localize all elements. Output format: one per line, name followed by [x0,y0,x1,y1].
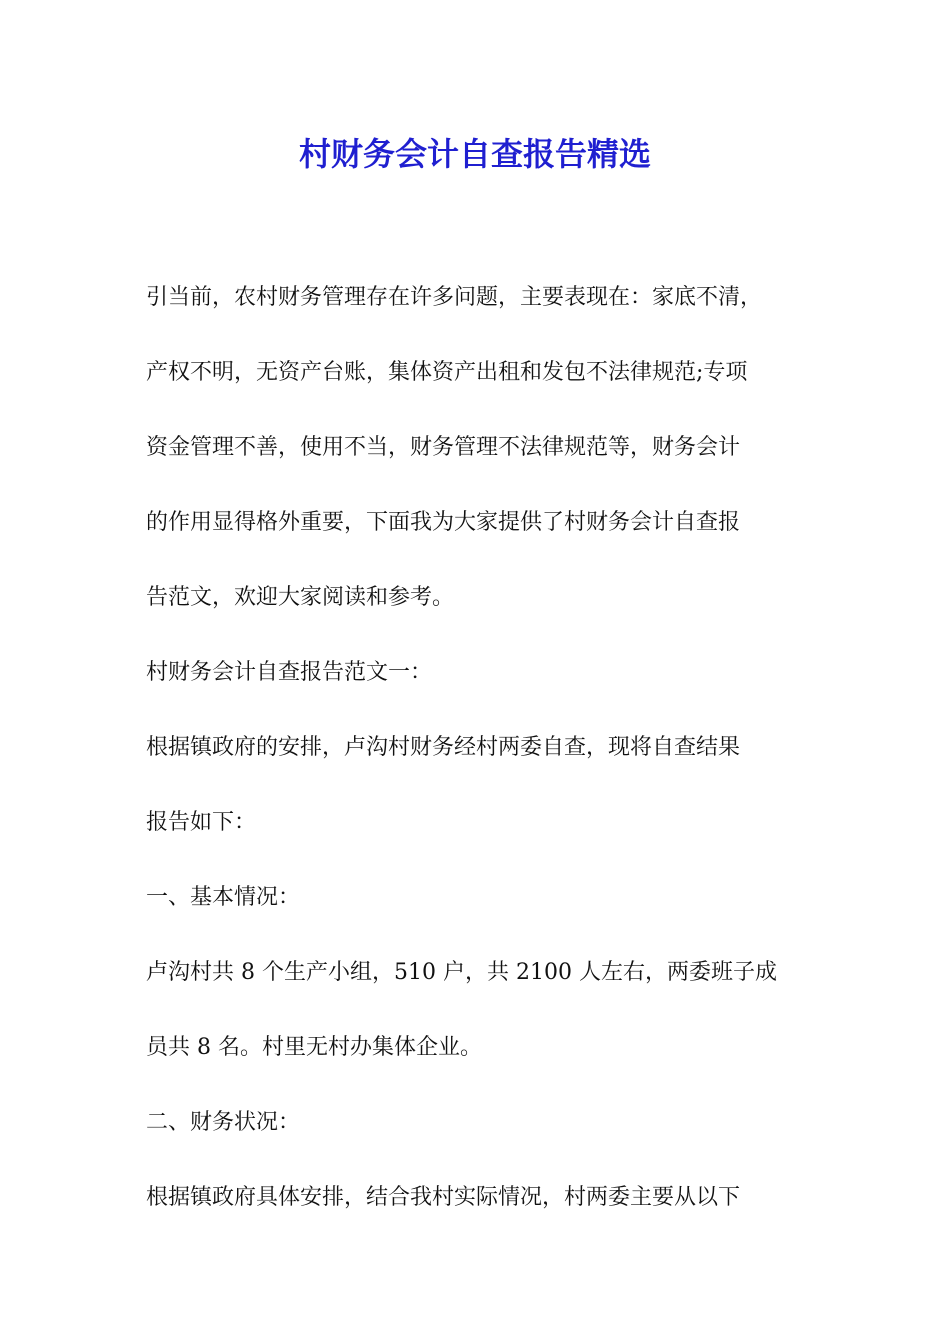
document-body [146,260,812,1235]
paragraph-line: 告范文，欢迎大家阅读和参考。 [146,585,455,610]
paragraph-line: 根据镇政府的安排，卢沟村财务经村两委自查，现将自查结果 [146,735,741,760]
paragraph-line: 员共 8 名。村里无村办集体企业。 [146,1035,482,1060]
paragraph-line: 引当前，农村财务管理存在许多问题，主要表现在：家底不清， [146,285,763,310]
paragraph-line: 的作用显得格外重要，下面我为大家提供了村财务会计自查报 [146,510,741,535]
paragraph-line: 资金管理不善，使用不当，财务管理不法律规范等，财务会计 [146,435,741,460]
document-title: 村财务会计自查报告精选 [298,135,651,173]
paragraph-line: 产权不明，无资产台账，集体资产出租和发包不法律规范;专项 [146,360,748,385]
paragraph-line: 报告如下： [146,810,257,835]
section-heading-line: 村财务会计自查报告范文一： [146,660,433,685]
section-heading-line: 一、基本情况： [146,885,301,910]
section-heading-line: 二、财务状况： [146,1110,301,1135]
paragraph-line: 卢沟村共 8 个生产小组，510 户，共 2100 人左右，两委班子成 [146,960,777,985]
paragraph-line: 根据镇政府具体安排，结合我村实际情况，村两委主要从以下 [146,1185,741,1210]
